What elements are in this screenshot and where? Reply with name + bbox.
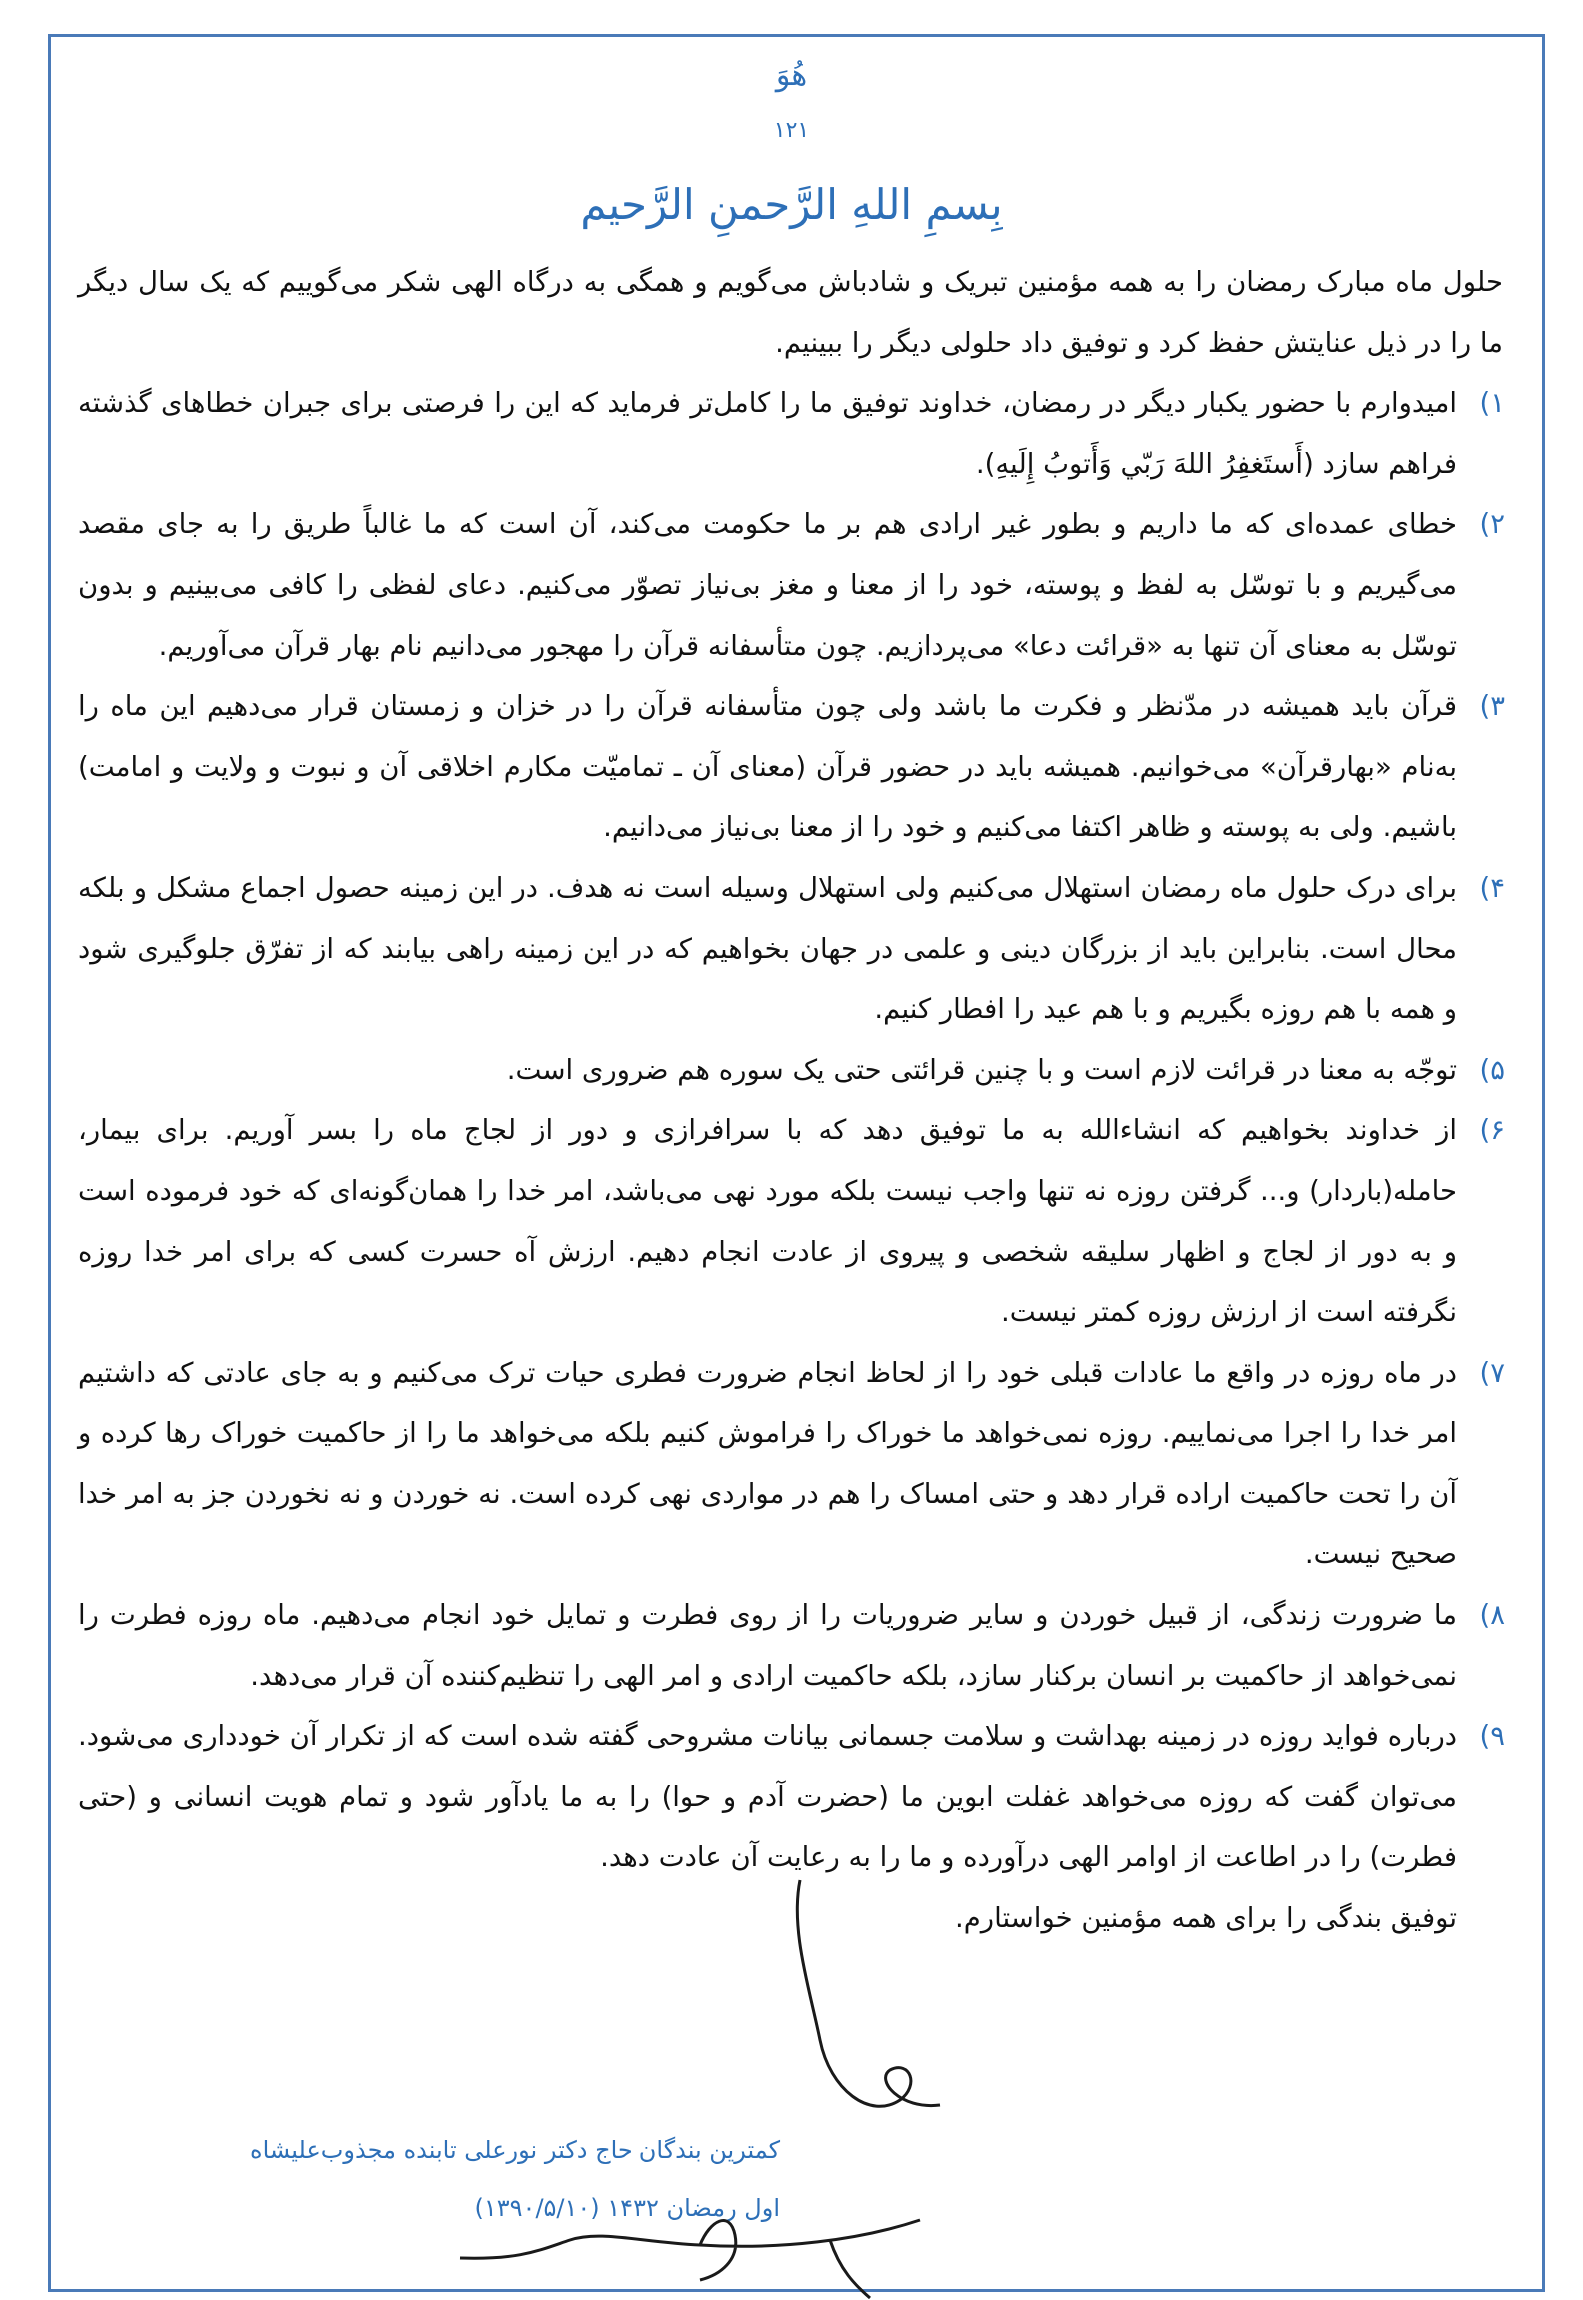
- item-number: ۶): [1479, 1114, 1505, 1147]
- item-text: برای درک حلول ماه رمضان استهلال می‌کنیم ولی استهلال وسیله است نه هدف. در این زمینه حصول اجماع مشکل و بلکه محال است. بنابراین باید از بزرگان دینی و علمی در جهان بخواهیم که در این زمینه راهی بیابند که از تفرّق جلوگیری شود و همه با هم روزه بگیریم و با هم عید را افطار کنیم.: [78, 871, 1457, 1026]
- item-text: درباره فواید روزه در زمینه بهداشت و سلامت جسمانی بیانات مشروحی گفته شده است که از تکرار آن خودداری می‌شود. می‌توان گفت که روزه می‌خواهد غفلت ابوین ما (حضرت آدم و حوا) را به ما یادآور شود و تمام هویت انسانی و (حتی فطرت) را در اطاعت از اوامر الهی درآورده و ما را به رعایت آن عادت دهد.: [78, 1720, 1457, 1874]
- handwritten-signature-mark: [780, 1870, 960, 2140]
- item-number: ١): [1479, 387, 1505, 420]
- item-number: ٢): [1479, 508, 1505, 541]
- item-text: ما ضرورت زندگی، از قبیل خوردن و سایر ضروریات را از روی فطرت و تمایل خود انجام می‌دهیم. ماه روزه فطرت را نمی‌خواهد از حاکمیت بر انسان برکنار سازد، بلکه حاکمیت ارادی و امر الهی را تنظیم‌کننده آن قرار می‌دهد.: [78, 1599, 1457, 1692]
- item-number: ٣): [1479, 690, 1505, 723]
- handwritten-signature: [400, 2180, 960, 2300]
- basmala: بِسمِ اللهِ الرَّحمنِ الرَّحیم: [580, 180, 1003, 229]
- item-number: ٩): [1479, 1720, 1505, 1753]
- letter-body: [78, 252, 1505, 1949]
- list-item: [78, 676, 1505, 858]
- closing-line: توفیق بندگی را برای همه مؤمنین خواستارم.: [955, 1902, 1457, 1935]
- item-text: امیدوارم با حضور یکبار دیگر در رمضان، خداوند توفیق ما را کامل‌تر فرماید که این را فرصتی برای جبران خطاهای گذشته فراهم سازد (أَستَغفِرُ اللهَ رَبّي وَأَتوبُ إِلَيهِ).: [78, 387, 1457, 480]
- item-text: در ماه روزه در واقع ما عادات قبلی خود را از لحاظ انجام ضرورت فطری حیات ترک می‌کنیم و به جای عادتی که داشتیم امر خدا را اجرا می‌نماییم. روزه نمی‌خواهد ما خوراک را فراموش کنیم بلکه می‌خواهد ما را از حاکمیت خوراک رها کرده و آن را تحت حاکمیت اراده قرار دهد و حتی امساک را هم در مواردی نهی کرده است. نه خوردن و نه نخوردن جز به امر خدا صحیح نیست.: [78, 1356, 1457, 1571]
- list-item: [78, 858, 1505, 1040]
- item-number: ٧): [1479, 1356, 1505, 1389]
- list-item: [78, 1585, 1505, 1706]
- item-number: ۴): [1479, 871, 1505, 904]
- intro-paragraph: حلول ماه مبارک رمضان را به همه مؤمنین تبریک و شادباش می‌گویم و همگی به درگاه الهی شکر می‌گوییم که یک سال دیگر ما را در ذیل عنایتش حفظ کرد و توفیق داد حلولی دیگر را ببینیم.: [78, 266, 1503, 359]
- list-item: [78, 1100, 1505, 1342]
- signer-humble: کمترین بندگان: [638, 2136, 780, 2164]
- list-item: [78, 494, 1505, 676]
- item-text: خطای عمده‌ای که ما داریم و بطور غیر ارادی هم بر ما حکومت می‌کند، آن است که ما غالباً طریق را به جای مقصد می‌گیریم و با توسّل به لفظ و پوسته، خود را از معنا و مغز بی‌نیاز تصوّر می‌کنیم. دعای لفظی را کافی می‌بینیم و بدون توسّل به معنای آن تنها به «قرائت دعا» می‌پردازیم. چون متأسفانه قرآن را مهجور می‌دانیم نام بهار قرآن می‌آوریم.: [78, 508, 1457, 662]
- list-item: [78, 373, 1505, 494]
- item-number: ٨): [1479, 1599, 1505, 1632]
- item-text: قرآن باید همیشه در مدّنظر و فکرت ما باشد ولی چون متأسفانه قرآن را در خزان و زمستان قرار می‌دهیم این ماه را به‌نام «بهارقرآن» می‌خوانیم. همیشه باید در حضور قرآن (معنای آن ـ تمامیّت مکارم اخلاقی آن و نبوت و ولایت و امامت) باشیم. ولی به پوسته و ظاهر اکتفا می‌کنیم و خود را از معنا بی‌نیاز می‌دانیم.: [78, 690, 1457, 844]
- item-text: توجّه به معنا در قرائت لازم است و با چنین قرائتی حتی یک سوره هم ضروری است.: [506, 1053, 1457, 1086]
- signature-date: اول رمضان ۱۴۳۲ (۱۳۹۰/۵/۱۰): [474, 2194, 780, 2222]
- item-number: ۵): [1479, 1053, 1505, 1086]
- list-item: [78, 1706, 1505, 1888]
- list-item: [78, 1040, 1505, 1101]
- list-item: [78, 1343, 1505, 1585]
- signer-name: حاج دکتر نورعلی تابنده مجذوب‌علیشاه: [250, 2136, 633, 2164]
- item-text: از خداوند بخواهیم که انشاءالله به ما توفیق دهد که با سرافرازی و دور از لجاج ماه را بسر آوریم. برای بیمار، حامله(باردار) و... گرفتن روزه نه تنها واجب نیست بلکه مورد نهی می‌باشد، امر خدا را همان‌گونه‌ای که خود فرموده است و به دور از لجاج و اظهار سلیقه شخصی و پیروی از عادت انجام دهیم. ارزش آه حسرت کسی که برای امر خدا روزه نگرفته است از ارزش روزه کمتر نیست.: [78, 1114, 1457, 1329]
- page-number: ١٢١: [773, 118, 810, 143]
- hu-heading: هُوَ: [775, 58, 808, 93]
